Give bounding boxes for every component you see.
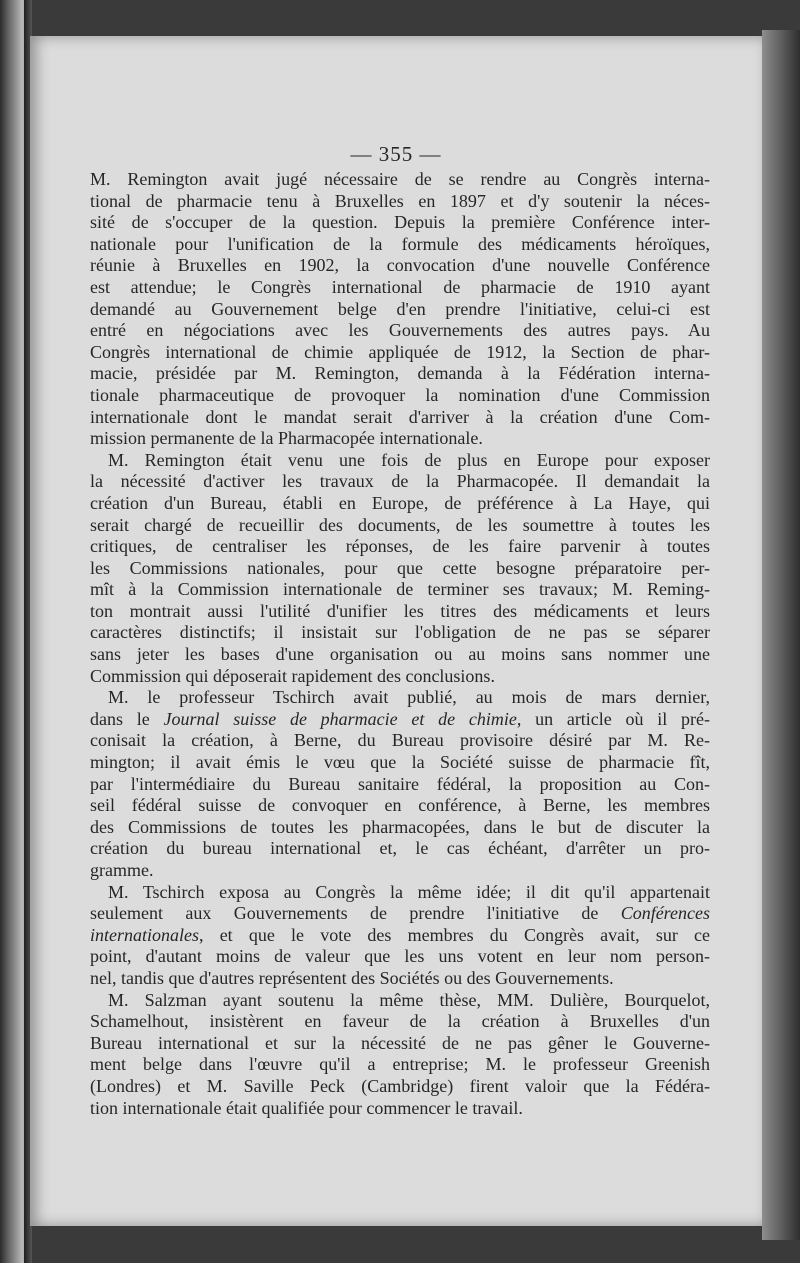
text-line: seil fédéral suisse de convoquer en conférence, à Berne, les membres [90, 795, 710, 816]
text-line: création d'un Bureau, établi en Europe, de préférence à La Haye, qui [90, 492, 710, 513]
text-line: serait chargé de recueillir des documents, de les soumettre à toutes les [90, 514, 710, 535]
text-line: dans le Journal suisse de pharmacie et de chimie, un article où il pré- [90, 708, 710, 729]
italic-phrase: internationales [90, 924, 199, 945]
text-line: M. Salzman ayant soutenu la même thèse, MM. Dulière, Bourquelot, [108, 989, 710, 1010]
text-line: mît à la Commission internationale de terminer ses travaux; M. Reming- [90, 579, 710, 600]
italic-phrase: Conférences [620, 903, 710, 924]
text-line: critiques, de centraliser les réponses, de les faire parvenir à toutes [90, 536, 710, 557]
body-text [90, 169, 710, 1119]
text-line: est attendue; le Congrès international de pharmacie de 1910 ayant [90, 276, 710, 297]
text-line: ton montrait aussi l'utilité d'unifier les titres des médicaments et leurs [90, 600, 710, 621]
text-line: tional de pharmacie tenu à Bruxelles en 1897 et d'y soutenir la néces- [90, 190, 710, 211]
text-line: M. Remington avait jugé nécessaire de se rendre au Congrès interna- [90, 169, 710, 189]
text-line: réunie à Bruxelles en 1902, la convocation d'une nouvelle Conférence [90, 255, 710, 276]
text-line: conisait la création, à Berne, du Bureau provisoire désiré par M. Re- [90, 730, 710, 751]
text-line: tion internationale était qualifiée pour commencer le travail. [90, 1097, 523, 1118]
text-line: point, d'autant moins de valeur que les uns votent en leur nom person- [90, 946, 710, 967]
text-line: internationales, et que le vote des membres du Congrès avait, sur ce [90, 924, 710, 945]
text-line: M. le professeur Tschirch avait publié, au mois de mars dernier, [108, 687, 710, 708]
text-line: Bureau international et sur la nécessité de ne pas gêner le Gouverne- [90, 1032, 710, 1053]
text-line: par l'intermédiaire du Bureau sanitaire fédéral, la proposition au Con- [90, 773, 710, 794]
page-number: — 355 — [350, 142, 442, 166]
text-line: tionale pharmaceutique de provoquer la nomination d'une Commission [90, 384, 710, 405]
text-line: nationale pour l'unification de la formule des médicaments héroïques, [90, 233, 710, 254]
text-line: ment belge dans l'œuvre qu'il a entreprise; M. le professeur Greenish [90, 1054, 710, 1075]
text-line: les Commissions nationales, pour que cette besogne préparatoire per- [90, 557, 710, 578]
text-line: caractères distinctifs; il insistait sur l'obligation de ne pas se séparer [90, 622, 710, 643]
text-line: Commission qui déposerait rapidement des conclusions. [90, 665, 495, 686]
text-line: entré en négociations avec les Gouvernements des autres pays. Au [90, 320, 710, 341]
text-line: création du bureau international et, le cas échéant, d'arrêter un pro- [90, 838, 710, 859]
book-page [30, 36, 762, 1226]
text-line: M. Remington était venu une fois de plus en Europe pour exposer [108, 449, 710, 470]
text-line: la nécessité d'activer les travaux de la Pharmacopée. Il demandait la [90, 471, 710, 492]
text-line: sité de s'occuper de la question. Depuis la première Conférence inter- [90, 212, 710, 233]
text-line: mington; il avait émis le vœu que la Société suisse de pharmacie fît, [90, 752, 710, 773]
text-line: internationale dont le mandat serait d'arriver à la création d'une Com- [90, 406, 710, 427]
text-line: Schamelhout, insistèrent en faveur de la création à Bruxelles d'un [90, 1011, 710, 1032]
text-line: macie, présidée par M. Remington, demanda à la Fédération interna- [90, 363, 710, 384]
text-line: sans jeter les bases d'une organisation ou au moins sans nommer une [90, 644, 710, 665]
text-line: Congrès international de chimie appliquée de 1912, la Section de phar- [90, 341, 710, 362]
journal-title: Journal suisse de pharmacie et de chimie [163, 708, 517, 729]
text-line: gramme. [90, 860, 154, 880]
text-line: des Commissions de toutes les pharmacopées, dans le but de discuter la [90, 816, 710, 837]
text-line: M. Tschirch exposa au Congrès la même idée; il dit qu'il appartenait [108, 881, 710, 902]
text-line: nel, tandis que d'autres représentent des Sociétés ou des Gouvernements. [90, 967, 614, 988]
right-page-edge [762, 30, 800, 1240]
text-line: mission permanente de la Pharmacopée internationale. [90, 428, 483, 449]
text-line: (Londres) et M. Saville Peck (Cambridge) firent valoir que la Fédéra- [90, 1075, 710, 1096]
text-line: seulement aux Gouvernements de prendre l'initiative de Conférences [90, 903, 710, 924]
text-line: demandé au Gouvernement belge d'en prendre l'initiative, celui-ci est [90, 298, 710, 319]
